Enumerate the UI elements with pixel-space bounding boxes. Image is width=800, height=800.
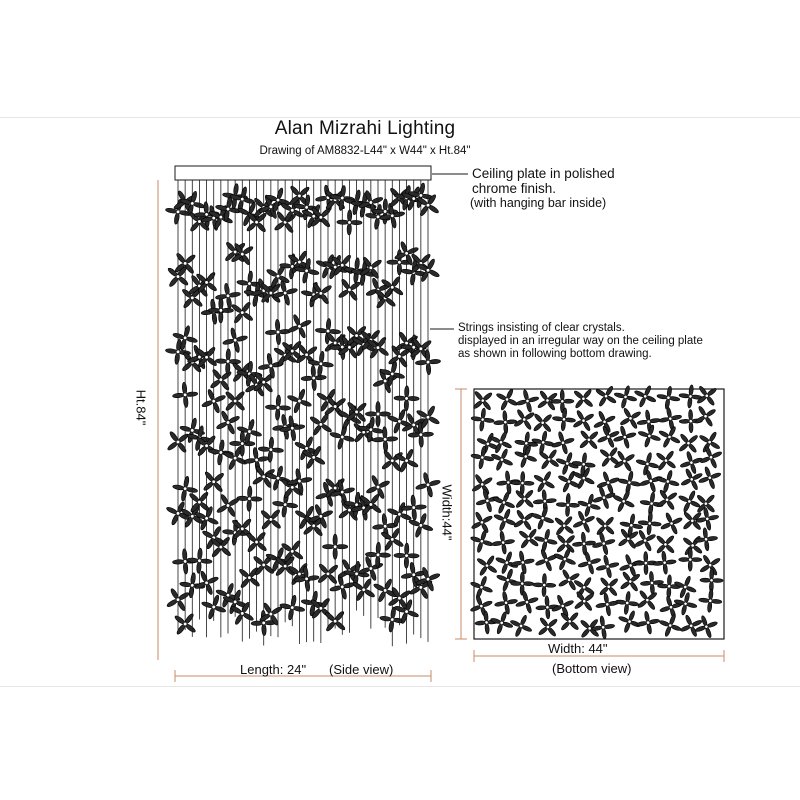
ceiling-plate-note-line1: Ceiling plate in polished (472, 166, 615, 181)
crystal-icon (594, 553, 622, 581)
crystal-icon (171, 381, 198, 408)
ceiling-plate-note-line2: chrome finish. (472, 181, 557, 196)
crystal-icon (567, 382, 600, 415)
bottom-view-crystals (466, 380, 726, 645)
bottom-width-label: Width: 44" (548, 641, 608, 656)
crystal-icon (328, 184, 356, 212)
crystal-icon (394, 385, 420, 411)
crystal-icon (493, 565, 523, 595)
crystal-icon (467, 527, 496, 556)
drawing-title: Alan Mizrahi Lighting (274, 118, 456, 139)
strings-note-line3: as shown in following bottom drawing. (458, 348, 652, 360)
crystal-icon (696, 442, 727, 473)
crystal-icon (528, 504, 557, 533)
bottom-side-width-label: Width:44" (439, 484, 455, 541)
crystal-icon (214, 281, 243, 310)
crystal-icon (300, 365, 327, 392)
crystal-icon (230, 431, 256, 457)
crystal-icon (365, 401, 390, 426)
crystal-icon (676, 611, 707, 642)
crystal-icon (616, 551, 646, 581)
crystal-icon (674, 486, 705, 517)
crystal-icon (323, 534, 348, 559)
ceiling-plate (175, 166, 431, 180)
crystal-icon (265, 319, 292, 346)
crystal-icon (466, 507, 497, 538)
crystal-icon (466, 468, 498, 500)
crystal-icon (532, 573, 556, 597)
crystal-icon (692, 612, 722, 642)
crystal-icon (556, 493, 580, 517)
crystal-icon (652, 550, 678, 576)
crystal-icon (630, 381, 661, 412)
crystal-icon (489, 487, 519, 517)
crystal-icon (653, 467, 682, 496)
crystal-icon (657, 405, 684, 432)
crystal-icon (700, 569, 724, 593)
crystal-icon (635, 609, 662, 636)
crystal-icon (571, 531, 596, 556)
crystal-icon (510, 572, 534, 596)
crystal-icon (611, 383, 639, 411)
strings-note-line1: Strings insisting of clear crystals. (458, 322, 625, 334)
crystal-icon (698, 588, 723, 613)
crystal-icon (265, 394, 292, 421)
crystal-icon (650, 444, 682, 476)
crystal-icon (336, 209, 362, 235)
crystal-icon (551, 407, 576, 432)
length-label: Length: 24" (240, 662, 307, 677)
crystal-icon (615, 607, 645, 637)
crystal-icon (614, 590, 640, 616)
height-label: Ht.84" (133, 389, 149, 426)
crystal-icon (292, 565, 320, 593)
crystal-strings (160, 178, 445, 646)
crystal-icon (277, 593, 307, 623)
crystal-icon (589, 510, 622, 543)
crystal-icon (466, 591, 496, 621)
strings-note-line2: displayed in an irregular way on the ceiling plate (458, 335, 703, 347)
bottom-view-label: (Bottom view) (552, 661, 632, 676)
crystal-icon (590, 614, 616, 640)
side-view-label: (Side view) (329, 662, 394, 677)
drawing-subtitle: Drawing of AM8832-L44" x W44" x Ht.84" (259, 145, 471, 157)
crystal-icon (394, 543, 420, 569)
crystal-icon (508, 483, 541, 516)
crystal-icon (236, 486, 262, 512)
crystal-icon (593, 468, 623, 498)
crystal-icon (186, 547, 213, 574)
crystal-icon (690, 400, 722, 432)
crystal-icon (655, 611, 685, 641)
ceiling-plate-note-line3: (with hanging bar inside) (470, 196, 607, 210)
crystal-icon (531, 545, 561, 575)
crystal-icon (575, 549, 604, 578)
crystal-icon (490, 505, 520, 535)
crystal-icon (467, 572, 497, 602)
crystal-icon (490, 529, 516, 555)
crystal-icon (493, 410, 518, 435)
crystal-icon (615, 403, 647, 435)
